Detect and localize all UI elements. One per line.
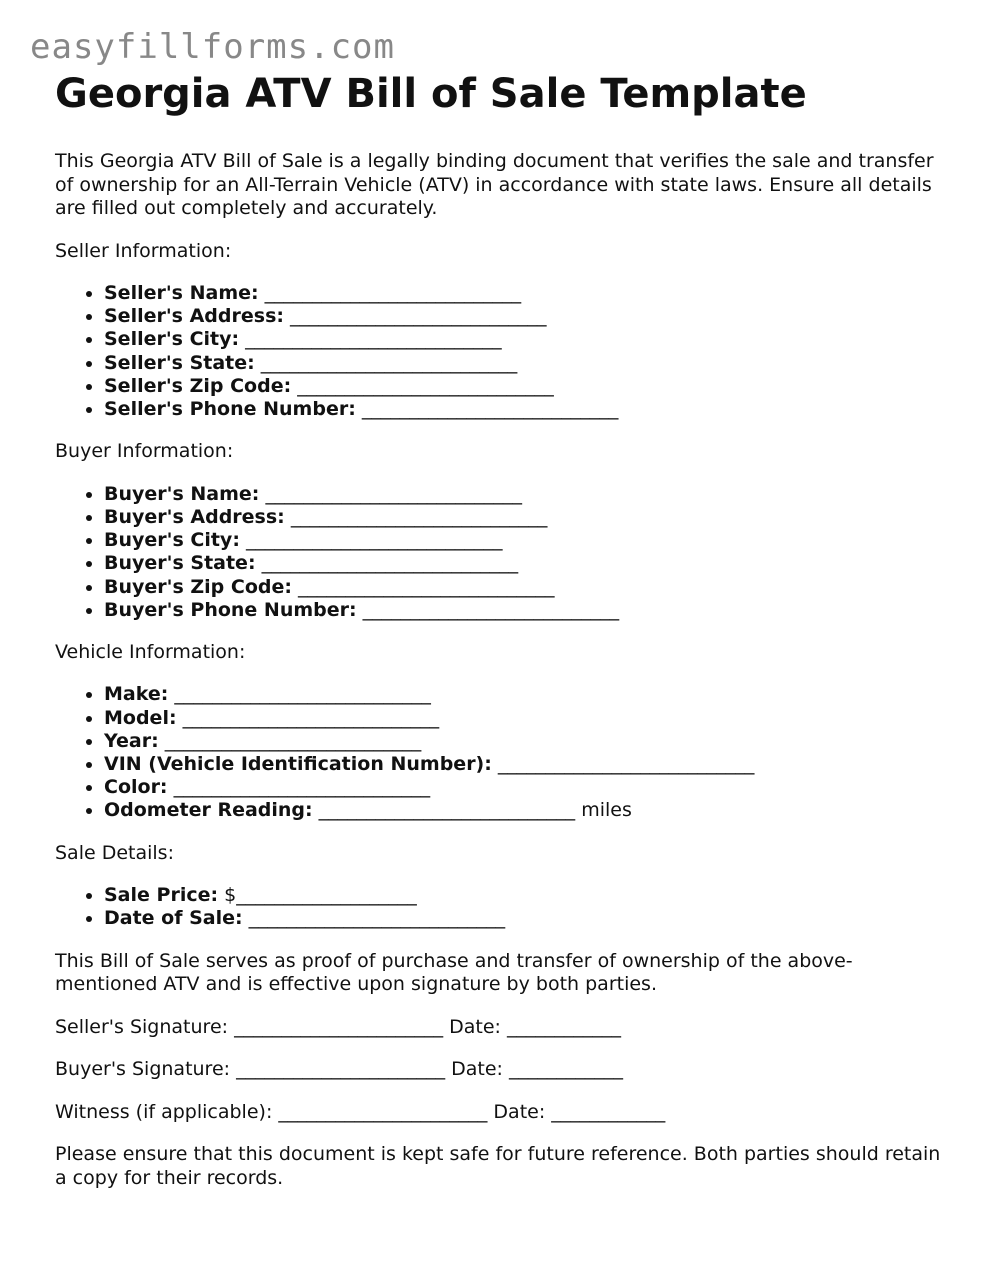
- field-label: Date of Sale:: [104, 907, 243, 930]
- field-label: Buyer's Address:: [104, 505, 285, 528]
- sale-field-list: [55, 884, 955, 930]
- price-blank-line[interactable]: $___________________: [218, 884, 417, 907]
- field-label: Buyer's Phone Number:: [104, 598, 357, 621]
- blank-line[interactable]: ___________________________: [260, 351, 518, 374]
- buyer-section-heading: Buyer Information:: [55, 440, 234, 463]
- field-label: Buyer's City:: [104, 529, 240, 552]
- field-label: Model:: [104, 706, 177, 729]
- blank-line[interactable]: ___________________________: [290, 305, 547, 328]
- field-label: Seller's Zip Code:: [104, 374, 292, 397]
- blank-line[interactable]: ___________________________: [265, 482, 522, 505]
- blank-line[interactable]: ___________________________: [164, 729, 422, 752]
- seller-phone-field[interactable]: [104, 398, 955, 421]
- field-label: Buyer's State:: [104, 552, 256, 575]
- blank-line[interactable]: ___________________________: [290, 505, 548, 528]
- seller-section-heading: Seller Information:: [55, 239, 232, 262]
- field-label: Color:: [104, 776, 168, 799]
- watermark: easyfillforms.com: [30, 27, 395, 67]
- seller-city-field[interactable]: [104, 328, 955, 351]
- buyer-phone-field[interactable]: [104, 599, 955, 622]
- seller-state-field[interactable]: [104, 352, 955, 375]
- unit-suffix: miles: [575, 799, 632, 822]
- field-label: Make:: [104, 683, 169, 706]
- buyer-field-list: [55, 483, 955, 622]
- buyer-signature-line[interactable]: Buyer's Signature: ______________________ Date: ____________: [55, 1058, 623, 1081]
- vehicle-section-heading: Vehicle Information:: [55, 640, 246, 663]
- field-label: Year:: [104, 729, 159, 752]
- field-label: Seller's Name:: [104, 282, 259, 304]
- vehicle-color-field[interactable]: [104, 776, 955, 799]
- blank-line[interactable]: ___________________________: [497, 753, 755, 776]
- field-label: Seller's State:: [104, 351, 255, 374]
- blank-line[interactable]: ___________________________: [361, 398, 619, 421]
- sale-section-heading: Sale Details:: [55, 841, 174, 864]
- field-label: Seller's City:: [104, 328, 240, 351]
- vehicle-vin-field[interactable]: [104, 753, 955, 776]
- blank-line[interactable]: ___________________________: [245, 529, 503, 552]
- blank-line[interactable]: ___________________________: [362, 598, 620, 621]
- sale-date-field[interactable]: [104, 907, 955, 930]
- blank-line[interactable]: ___________________________: [298, 575, 555, 598]
- blank-line[interactable]: ___________________________: [264, 282, 522, 304]
- buyer-city-field[interactable]: [104, 529, 955, 552]
- document: [55, 70, 955, 1190]
- witness-signature-line[interactable]: Witness (if applicable): ______________________ Date: ____________: [55, 1100, 666, 1123]
- sale-price-field[interactable]: [104, 884, 955, 907]
- blank-line[interactable]: ___________________________: [173, 776, 431, 799]
- intro-paragraph: This Georgia ATV Bill of Sale is a legally binding document that verifies the sale and transfer of ownership for an All-Terrain Vehicle (ATV) in accordance with state laws. Ensure all details are filled out completely and accurately.: [55, 150, 934, 219]
- blank-line[interactable]: ___________________________: [297, 374, 554, 397]
- field-label: Odometer Reading:: [104, 799, 313, 822]
- vehicle-odometer-field[interactable]: [104, 799, 955, 822]
- field-label: VIN (Vehicle Identification Number):: [104, 753, 492, 776]
- buyer-zip-field[interactable]: [104, 576, 955, 599]
- blank-line[interactable]: ___________________________: [248, 907, 506, 930]
- buyer-name-field[interactable]: [104, 483, 955, 506]
- seller-address-field[interactable]: [104, 305, 955, 328]
- field-label: Buyer's Name:: [104, 482, 260, 505]
- vehicle-field-list: [55, 683, 955, 822]
- blank-line[interactable]: ___________________________: [261, 552, 519, 575]
- field-label: Sale Price:: [104, 884, 219, 907]
- vehicle-make-field[interactable]: [104, 683, 955, 706]
- seller-name-field[interactable]: [104, 282, 955, 305]
- seller-field-list: [55, 282, 955, 421]
- blank-line[interactable]: ___________________________: [174, 683, 431, 706]
- buyer-address-field[interactable]: [104, 506, 955, 529]
- field-label: Buyer's Zip Code:: [104, 575, 292, 598]
- buyer-state-field[interactable]: [104, 552, 955, 575]
- statement-paragraph: This Bill of Sale serves as proof of purchase and transfer of ownership of the above-mentioned ATV and is effective upon signature by both parties.: [55, 949, 853, 996]
- field-label: Seller's Address:: [104, 305, 284, 328]
- seller-signature-line[interactable]: Seller's Signature: ______________________ Date: ____________: [55, 1015, 621, 1038]
- closing-paragraph: Please ensure that this document is kept safe for future reference. Both parties should retain a copy for their records.: [55, 1143, 941, 1189]
- vehicle-model-field[interactable]: [104, 707, 955, 730]
- seller-zip-field[interactable]: [104, 375, 955, 398]
- blank-line[interactable]: ___________________________: [182, 706, 440, 729]
- blank-line[interactable]: ___________________________: [318, 799, 576, 822]
- blank-line[interactable]: ___________________________: [245, 328, 502, 351]
- vehicle-year-field[interactable]: [104, 730, 955, 753]
- field-label: Seller's Phone Number:: [104, 398, 356, 421]
- page-title: Georgia ATV Bill of Sale Template: [55, 71, 807, 117]
